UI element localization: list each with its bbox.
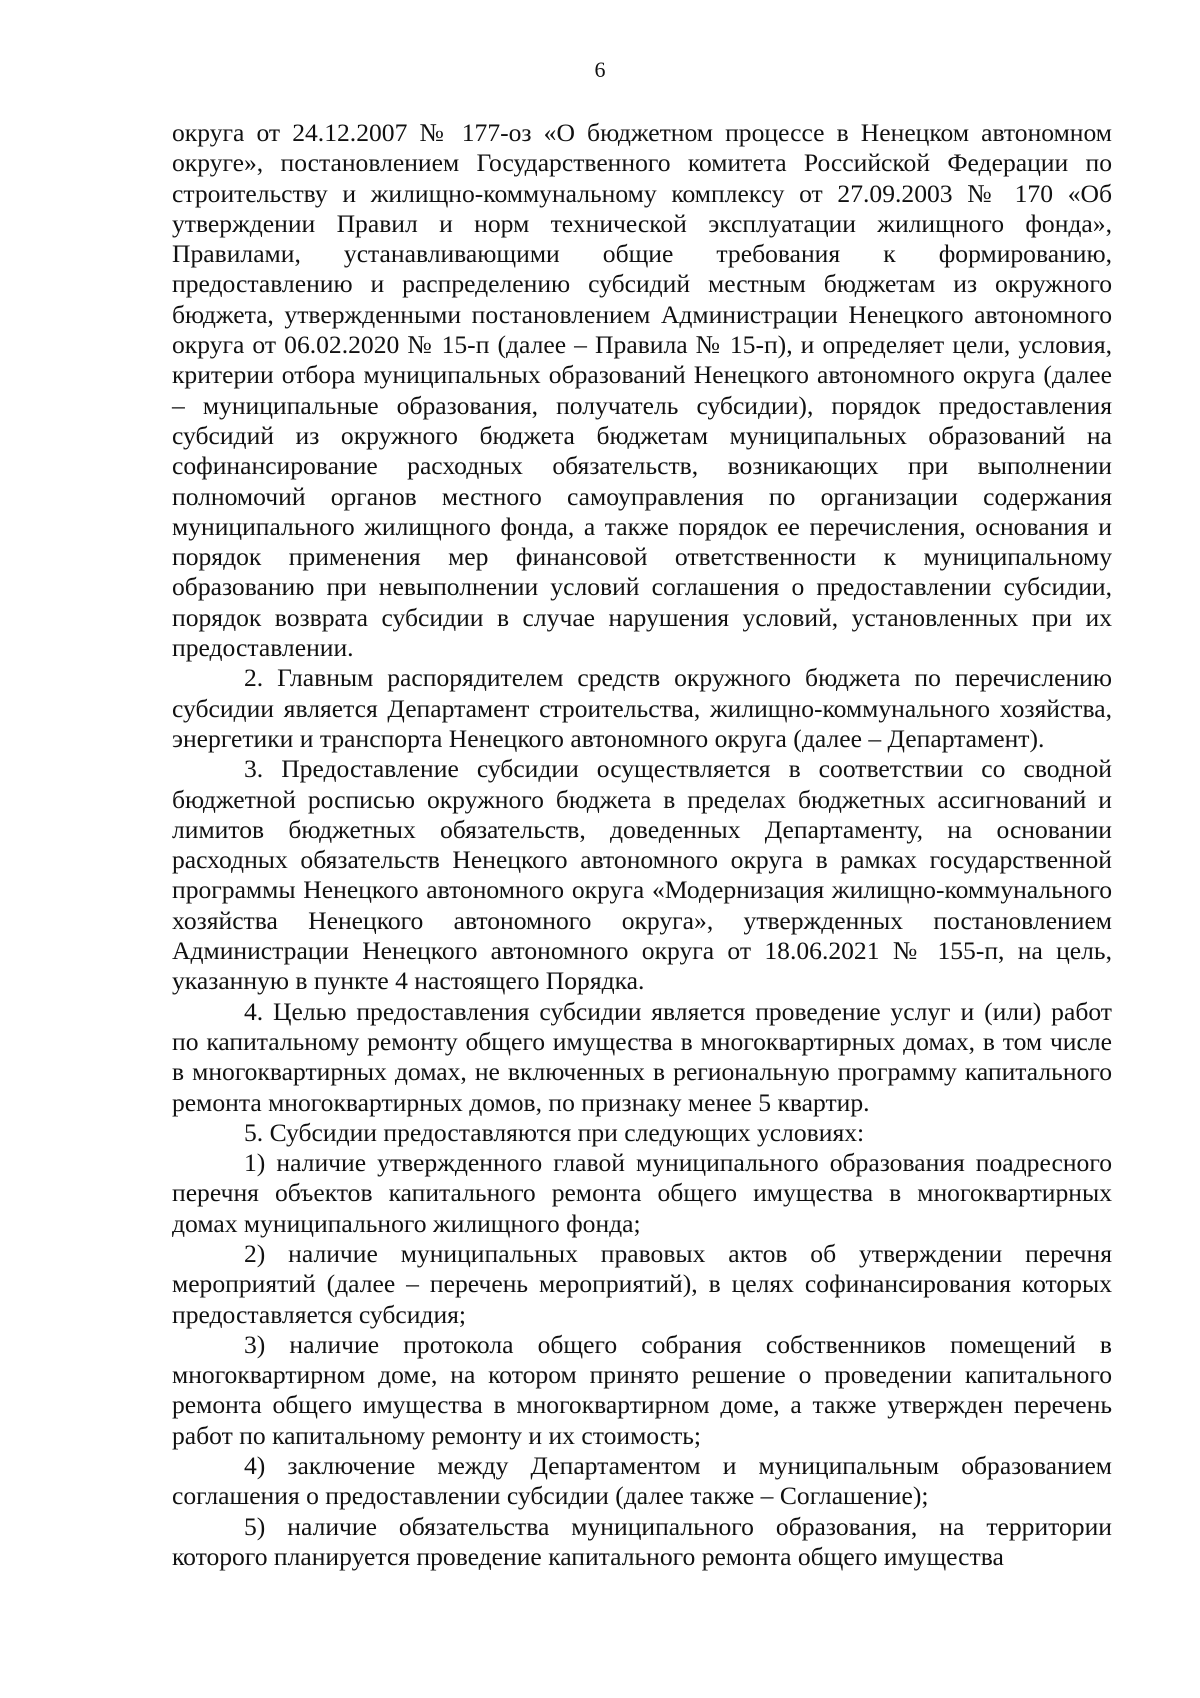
paragraph-item-3: 3. Предоставление субсидии осуществляется в соответствии со сводной бюджетной росписью окружного бюджета в пределах бюджетных ассигнований и лимитов бюджетных обязательств, доведенных Департаменту, на основании расходных обязательств Ненецкого автономного округа в рамках государственной программы Ненецкого автономного округа «Модернизация жилищно-коммунального хозяйства Ненецкого автономного округа», утвержденных постановлением Администрации Ненецкого автономного округа от 18.06.2021 № 155-п, на цель, указанную в пункте 4 настоящего Порядка. (172, 754, 1112, 996)
subitem-1: 1) наличие утвержденного главой муниципального образования поадресного перечня объектов капитального ремонта общего имущества в многоквартирных домах муниципального жилищного фонда; (172, 1148, 1112, 1238)
subitem-4: 4) заключение между Департаментом и муниципальным образованием соглашения о предоставлении субсидии (далее также – Соглашение); (172, 1451, 1112, 1511)
subitem-3: 3) наличие протокола общего собрания собственников помещений в многоквартирном доме, на котором принято решение о проведении капитального ремонта общего имущества в многоквартирном доме, а также утвержден перечень работ по капитальному ремонту и их стоимость; (172, 1329, 1112, 1450)
paragraph-item-2: 2. Главным распорядителем средств окружного бюджета по перечислению субсидии является Департамент строительства, жилищно-коммунального хозяйства, энергетики и транспорта Ненецкого автономного округа (далее – Департамент). (172, 663, 1112, 753)
subitem-5: 5) наличие обязательства муниципального образования, на территории которого планируется проведение капитального ремонта общего имущества (172, 1511, 1112, 1571)
document-body (172, 118, 1112, 1572)
page-number: 6 (594, 57, 606, 82)
paragraph-item-4: 4. Целью предоставления субсидии является проведение услуг и (или) работ по капитальному ремонту общего имущества в многоквартирных домах, в том числе в многоквартирных домах, не включенных в региональную программу капитального ремонта многоквартирных домов, по признаку менее 5 квартир. (172, 996, 1112, 1117)
paragraph-continuation: округа от 24.12.2007 № 177-оз «О бюджетном процессе в Ненецком автономном округе», постановлением Государственного комитета Российской Федерации по строительству и жилищно-коммунальному комплексу от 27.09.2003 № 170 «Об утверждении Правил и норм технической эксплуатации жилищного фонда», Правилами, устанавливающими общие требования к формированию, предоставлению и распределению субсидий местным бюджетам из окружного бюджета, утвержденными постановлением Администрации Ненецкого автономного округа от 06.02.2020 № 15-п (далее – Правила № 15-п), и определяет цели, условия, критерии отбора муниципальных образований Ненецкого автономного округа (далее – муниципальные образования, получатель субсидии), порядок предоставления субсидий из окружного бюджета бюджетам муниципальных образований на софинансирование расходных обязательств, возникающих при выполнении полномочий органов местного самоуправления по организации содержания муниципального жилищного фонда, а также порядок ее перечисления, основания и порядок применения мер финансовой ответственности к муниципальному образованию при невыполнении условий соглашения о предоставлении субсидии, порядок возврата субсидии в случае нарушения условий, установленных при их предоставлении. (172, 118, 1112, 663)
paragraph-item-5: 5. Субсидии предоставляются при следующих условиях: (244, 1117, 865, 1147)
subitem-2: 2) наличие муниципальных правовых актов об утверждении перечня мероприятий (далее – перечень мероприятий), в целях софинансирования которых предоставляется субсидия; (172, 1238, 1112, 1329)
